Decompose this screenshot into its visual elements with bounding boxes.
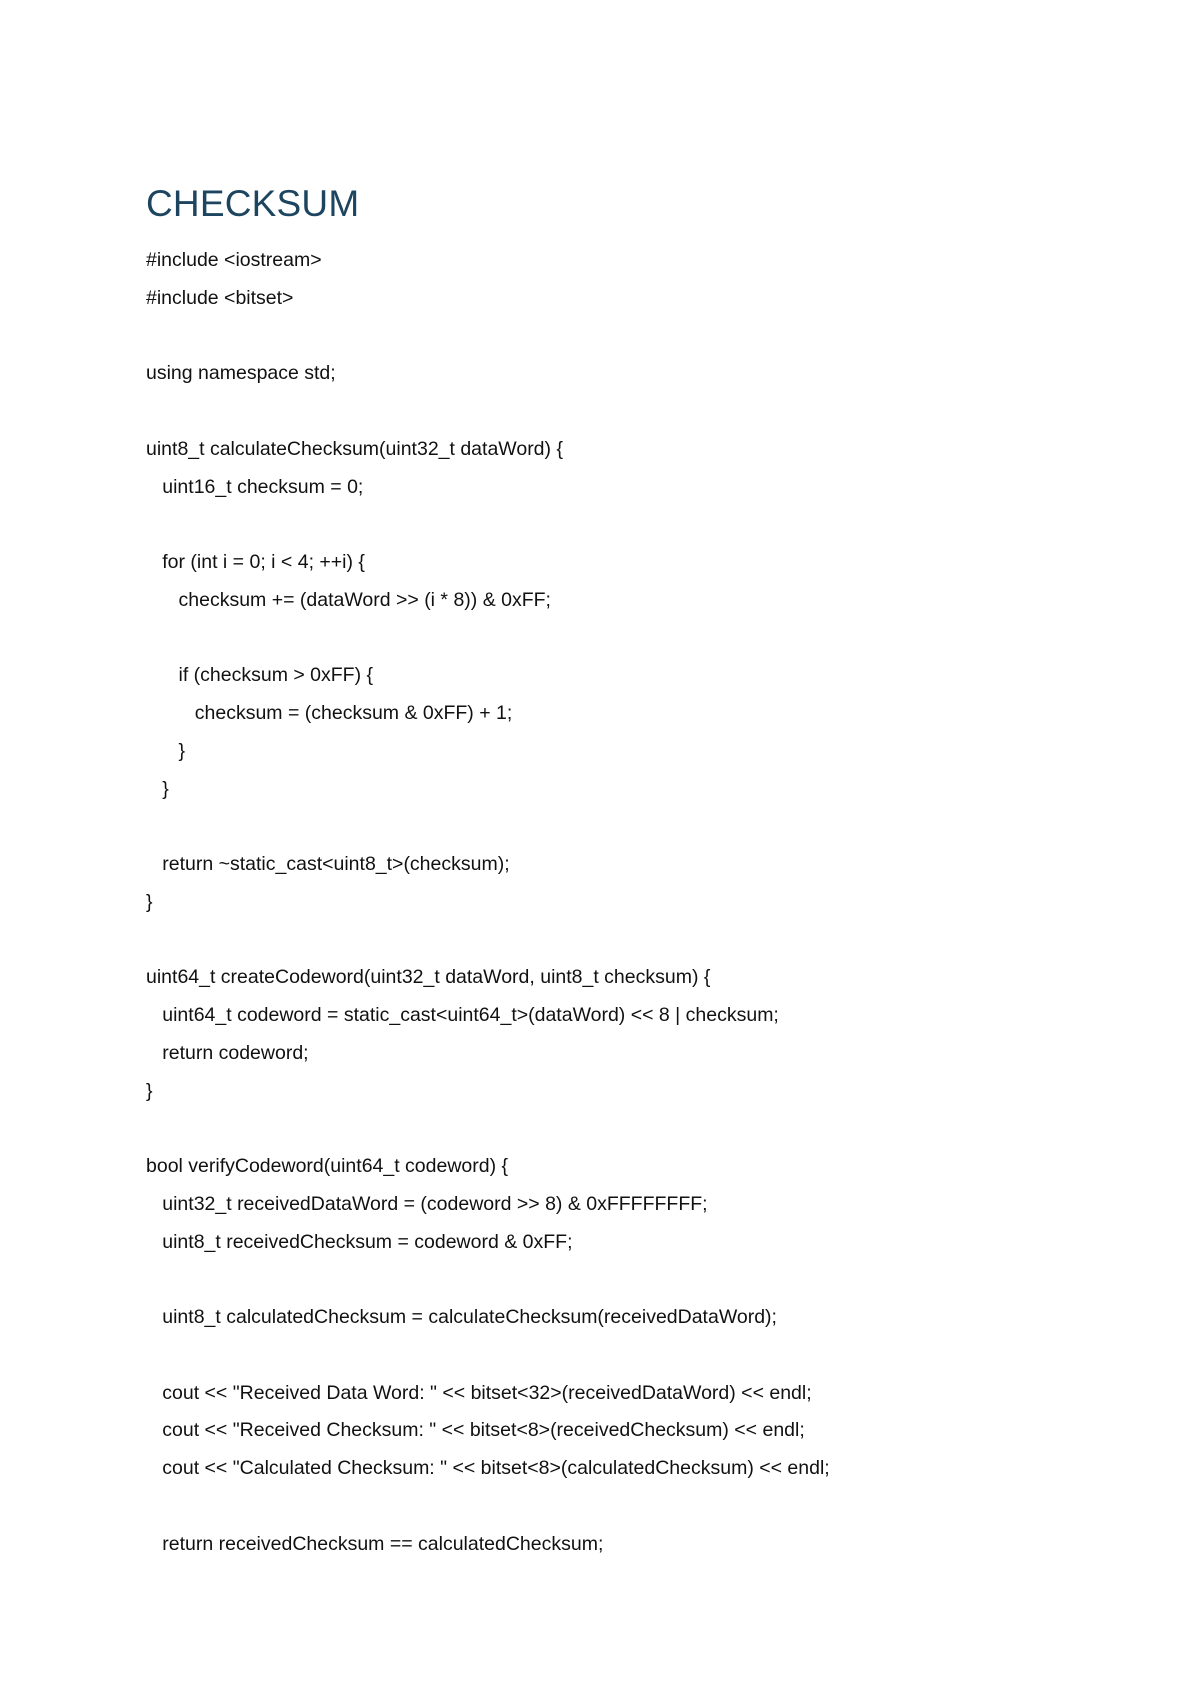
code-line [146, 318, 1146, 356]
code-line: #include <iostream> [146, 249, 322, 271]
code-line: uint8_t calculateChecksum(uint32_t dataWord) { [146, 437, 563, 460]
code-line [146, 620, 1146, 658]
code-line: cout << "Calculated Checksum: " << bitset<8>(calculatedChecksum) << endl; [146, 1457, 830, 1479]
code-line: for (int i = 0; i < 4; ++i) { [146, 551, 365, 573]
code-line: if (checksum > 0xFF) { [146, 664, 374, 687]
code-line: } [146, 890, 153, 913]
code-line: uint64_t createCodeword(uint32_t dataWord, uint8_t checksum) { [146, 966, 711, 989]
code-line: checksum += (dataWord >> (i * 8)) & 0xFF; [146, 588, 551, 611]
code-line: checksum = (checksum & 0xFF) + 1; [146, 702, 513, 724]
code-line: } [146, 1079, 153, 1102]
document-title: CHECKSUM [146, 183, 360, 224]
code-line: cout << "Received Checksum: " << bitset<8>(receivedChecksum) << endl; [146, 1419, 805, 1442]
code-line: return ~static_cast<uint8_t>(checksum); [146, 853, 510, 875]
code-line: #include <bitset> [146, 286, 294, 309]
code-line [146, 506, 1146, 544]
code-line: uint8_t receivedChecksum = codeword & 0xFF; [146, 1230, 573, 1253]
code-line [146, 808, 1146, 846]
code-line: using namespace std; [146, 362, 336, 385]
code-listing [146, 242, 1146, 1563]
code-line: uint32_t receivedDataWord = (codeword >> 8) & 0xFFFFFFFF; [146, 1192, 708, 1215]
code-line [146, 1488, 1146, 1526]
code-line: } [146, 739, 186, 762]
code-line [146, 1337, 1146, 1375]
code-line [146, 1261, 1146, 1299]
code-line: } [146, 777, 169, 800]
code-line: return codeword; [146, 1041, 309, 1064]
code-line: uint64_t codeword = static_cast<uint64_t>(dataWord) << 8 | checksum; [146, 1004, 779, 1026]
code-line [146, 393, 1146, 431]
code-line [146, 922, 1146, 960]
code-line [146, 1110, 1146, 1148]
code-line: uint16_t checksum = 0; [146, 475, 364, 498]
code-line: uint8_t calculatedChecksum = calculateChecksum(receivedDataWord); [146, 1306, 777, 1328]
code-line: cout << "Received Data Word: " << bitset<32>(receivedDataWord) << endl; [146, 1381, 812, 1404]
code-line: bool verifyCodeword(uint64_t codeword) { [146, 1155, 509, 1177]
code-line: return receivedChecksum == calculatedChecksum; [146, 1532, 604, 1555]
